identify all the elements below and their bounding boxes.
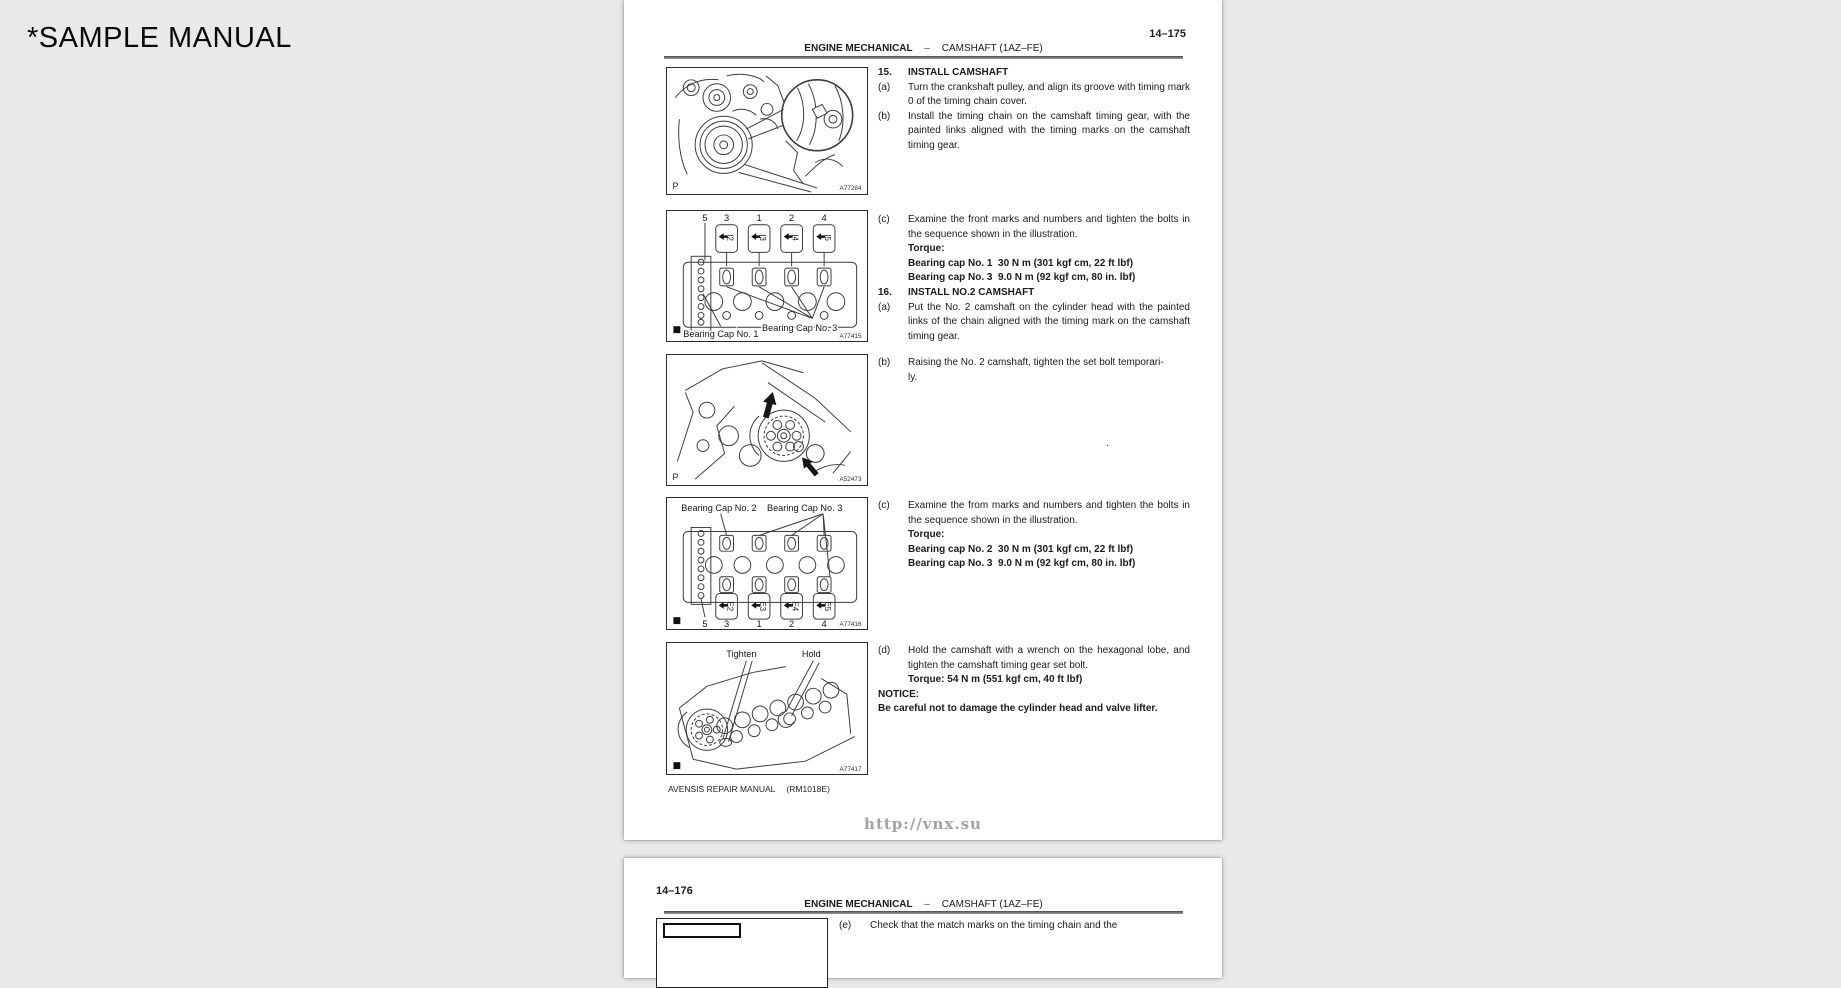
step-text: Hold the camshaft with a wrench on the hexagonal lobe, and tighten the camshaft timing gear set bolt. [908, 645, 1190, 671]
figure-raise-camshaft [666, 354, 868, 486]
step-16-block [878, 213, 1190, 344]
step-label: (a) [878, 81, 891, 93]
raise-camshaft-drawing [667, 355, 867, 485]
fig1-code: A77284 [839, 185, 862, 193]
torque-spec: Torque: 54 N m (551 kgf cm, 40 ft lbf) [908, 674, 1083, 686]
step-15b-row [878, 110, 1190, 154]
step-15a-row [878, 81, 1190, 110]
step-label: (b) [878, 357, 891, 368]
torque-heading: Torque: [908, 529, 945, 541]
bearing-caps-2-drawing [667, 498, 867, 629]
step-text: Turn the crankshaft pulley, and align its groove with timing mark 0 of the timing chain cover. [908, 81, 1190, 108]
figure-partial [656, 918, 828, 988]
step-15-block [878, 66, 1190, 154]
header-rule [664, 911, 1183, 914]
header-subsection: CAMSHAFT (1AZ–FE) [941, 43, 1043, 54]
header-subsection: CAMSHAFT (1AZ–FE) [941, 899, 1043, 910]
torque-spec: Bearing cap No. 1 30 N m (301 kgf cm, 22 ft lbf) [908, 257, 1134, 269]
step-16-title-row [878, 286, 1190, 301]
notice-heading: NOTICE: [878, 688, 920, 700]
torque-spec: Bearing cap No. 3 9.0 N m (92 kgf cm, 80 in. lbf) [908, 558, 1136, 570]
step-16c-block [878, 499, 1190, 572]
footer-title: AVENSIS REPAIR MANUAL [668, 784, 776, 794]
fig4-number-5: 5 [702, 619, 708, 630]
step-label: (c) [878, 214, 890, 225]
fig4-number-4: 4 [821, 619, 827, 630]
fig2-callout-i2: I2 [725, 234, 735, 241]
fig4-callout-e5: E5 [823, 601, 833, 612]
page-14-176 [624, 858, 1222, 978]
page-number: 14–175 [1149, 28, 1186, 40]
step-16d-block [878, 644, 1190, 717]
step-16e-row [839, 919, 1191, 934]
step-label: (b) [878, 110, 891, 122]
fig4-callout-e4: E4 [790, 601, 800, 612]
step-16c-row [878, 499, 1190, 528]
manual-footer [668, 784, 830, 794]
step-number: 16. [878, 286, 892, 298]
fig2-callout-i3: I3 [758, 234, 768, 241]
header-section: ENGINE MECHANICAL [804, 899, 913, 910]
step-text: Examine the front marks and numbers and tighten the bolts in the sequence shown in the illustration. [908, 214, 1190, 240]
step-text: Put the No. 2 camshaft on the cylinder head with the painted links of the chain aligned with the timing mark on the camshaft timing gear. [908, 301, 1190, 342]
fig5-code: A77417 [839, 766, 862, 774]
step-15c-row [878, 213, 1190, 242]
fig1-corner-label: P [672, 181, 679, 192]
step-text-line: Raising the No. 2 camshaft, tighten the set bolt temporari- [908, 357, 1164, 368]
step-16b-row [878, 356, 1190, 385]
fig2-callout-i4: I4 [790, 234, 800, 241]
step-16a-row [878, 301, 1190, 345]
fig3-code: A52473 [839, 476, 862, 484]
running-header [664, 899, 1183, 910]
torque-spec: Bearing cap No. 3 9.0 N m (92 kgf cm, 80 in. lbf) [908, 272, 1136, 284]
step-text-line: ly. [908, 371, 918, 383]
notice-text: Be careful not to damage the cylinder head and valve lifter. [878, 703, 1158, 715]
step-text: Examine the from marks and numbers and tighten the bolts in the sequence shown in the illustration. [908, 500, 1190, 526]
fig5-label-tighten: Tighten [726, 648, 757, 659]
step-16d-row [878, 644, 1190, 673]
torque-spec: Bearing cap No. 2 30 N m (301 kgf cm, 22 ft lbf) [908, 543, 1134, 555]
fig2-label-cap3: Bearing Cap No. 3 [762, 323, 838, 334]
step-title: INSTALL CAMSHAFT [908, 67, 1009, 78]
page-14-175 [624, 0, 1222, 840]
fig2-callout-i5: I5 [823, 234, 833, 241]
step-16b-block [878, 356, 1190, 385]
step-label: (e) [839, 920, 852, 931]
figure-bearing-caps-2 [666, 497, 868, 630]
site-watermark: http://vnx.su [864, 815, 982, 833]
header-separator: – [924, 43, 930, 54]
torque-heading: Torque: [908, 243, 945, 255]
header-separator: – [924, 899, 930, 910]
fig4-number-3: 3 [724, 619, 730, 630]
figure-label-box [663, 923, 741, 938]
header-section: ENGINE MECHANICAL [804, 43, 913, 54]
step-16e-block [839, 919, 1191, 934]
tighten-hold-drawing [667, 643, 867, 774]
fig4-callout-e3: E3 [758, 601, 768, 612]
step-label: (c) [878, 500, 890, 511]
fig4-number-1: 1 [756, 619, 762, 630]
fig4-label-cap3: Bearing Cap No. 3 [767, 502, 843, 513]
fig2-number-2: 2 [789, 212, 795, 223]
step-title: INSTALL NO.2 CAMSHAFT [908, 286, 1035, 298]
step-label: (a) [878, 301, 891, 313]
fig4-code: A77416 [839, 621, 862, 629]
step-text: Install the timing chain on the camshaft timing gear, with the painted links aligned with the timing marks on the camshaft timing gear. [908, 110, 1190, 151]
fig2-code: A77415 [839, 333, 862, 341]
header-rule [664, 56, 1183, 59]
sample-watermark-label: *SAMPLE MANUAL [27, 22, 292, 54]
fig4-number-2: 2 [789, 619, 795, 630]
step-number: 15. [878, 67, 892, 78]
fig4-label-cap2: Bearing Cap No. 2 [681, 502, 757, 513]
figure-crankshaft-pulley [666, 67, 868, 195]
fig2-number-5: 5 [702, 212, 708, 223]
footer-code: (RM1018E) [786, 784, 830, 794]
running-header [664, 43, 1183, 54]
step-text: Check that the match marks on the timing chain and the [870, 920, 1118, 931]
figure-bearing-caps-1 [666, 210, 868, 342]
fig4-callout-e2: E2 [725, 601, 735, 612]
step-label: (d) [878, 645, 891, 656]
step-15-title-row [878, 66, 1190, 81]
fig2-number-4: 4 [821, 212, 827, 223]
page-number: 14–176 [656, 885, 693, 897]
fig3-corner-label: P [672, 472, 679, 483]
fig2-number-1: 1 [756, 212, 762, 223]
crankshaft-pulley-drawing [667, 68, 867, 194]
bearing-caps-1-drawing [667, 211, 867, 341]
figure-tighten-hold [666, 642, 868, 775]
stray-dot: . [1106, 437, 1110, 449]
fig2-number-3: 3 [724, 212, 730, 223]
fig2-label-cap1: Bearing Cap No. 1 [683, 329, 759, 340]
fig5-label-hold: Hold [801, 648, 821, 659]
